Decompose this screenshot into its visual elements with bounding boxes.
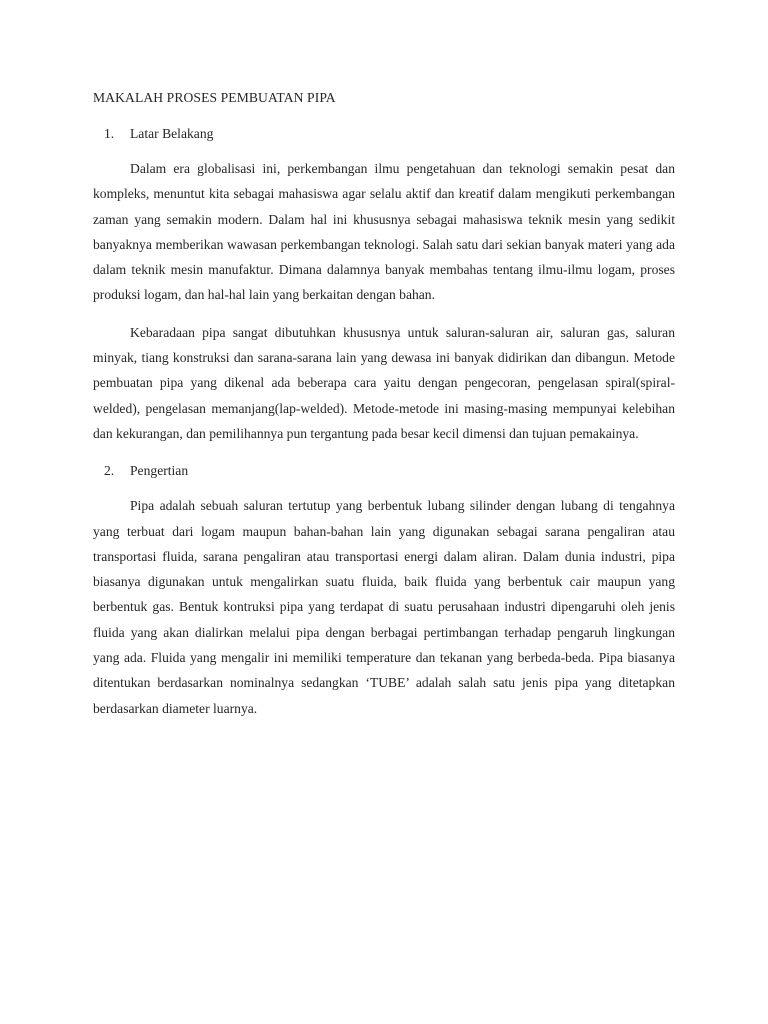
section-heading-text: Latar Belakang: [130, 126, 214, 141]
section-number: 1.: [104, 126, 115, 141]
paragraph: Pipa adalah sebuah saluran tertutup yang berbentuk lubang silinder dengan lubang di tengahnya yang terbuat dari logam maupun bahan-bahan lain yang digunakan sebagai sarana pengaliran atau transportasi fluida, sarana pengaliran atau transportasi energi dalam aliran. Dalam dunia industri, pipa biasanya digunakan untuk mengalirkan suatu fluida, baik fluida yang berbentuk cair maupun yang berbentuk gas. Bentuk kontruksi pipa yang terdapat di suatu perusahaan industri dipengaruhi oleh jenis fluida yang akan dialirkan melalui pipa dengan berbagai pertimbangan terhadap pengaruh lingkungan yang ada. Fluida yang mengalir ini memiliki temperature dan tekanan yang berbeda-beda. Pipa biasanya ditentukan berdasarkan nominalnya sedangkan ‘TUBE’ adalah salah satu jenis pipa yang ditetapkan berdasarkan diameter luarnya.: [93, 498, 675, 716]
paragraph: Dalam era globalisasi ini, perkembangan ilmu pengetahuan dan teknologi semakin pesat dan kompleks, menuntut kita sebagai mahasiswa agar selalu aktif dan kreatif dalam mengikuti perkembangan zaman yang semakin modern. Dalam hal ini khususnya sebagai mahasiswa teknik mesin yang sedikit banyaknya memberikan wawasan perkembangan teknologi. Salah satu dari sekian banyak materi yang ada dalam teknik mesin manufaktur. Dimana dalamnya banyak membahas tentang ilmu-ilmu logam, proses produksi logam, dan hal-hal lain yang berkaitan dengan bahan.: [93, 161, 675, 303]
section-number: 2.: [104, 463, 115, 479]
section-heading-latar-belakang: [93, 121, 675, 146]
section-heading-pengertian: [93, 458, 675, 483]
paragraph: Kebaradaan pipa sangat dibutuhkan khususnya untuk saluran-saluran air, saluran gas, saluran minyak, tiang konstruksi dan sarana-sarana lain yang dewasa ini banyak didirikan dan dibangun. Metode pembuatan pipa yang dikenal ada beberapa cara yaitu dengan pengecoran, pengelasan spiral(spiral-welded), pengelasan memanjang(lap-welded). Metode-metode ini masing-masing mempunyai kelebihan dan kekurangan, dan pemilihannya pun tergantung pada besar kecil dimensi dan tujuan pemakainya.: [93, 324, 675, 441]
document-title: MAKALAH PROSES PEMBUATAN PIPA: [93, 90, 336, 105]
section-heading-text: Pengertian: [130, 463, 189, 479]
document-page: [93, 85, 675, 721]
